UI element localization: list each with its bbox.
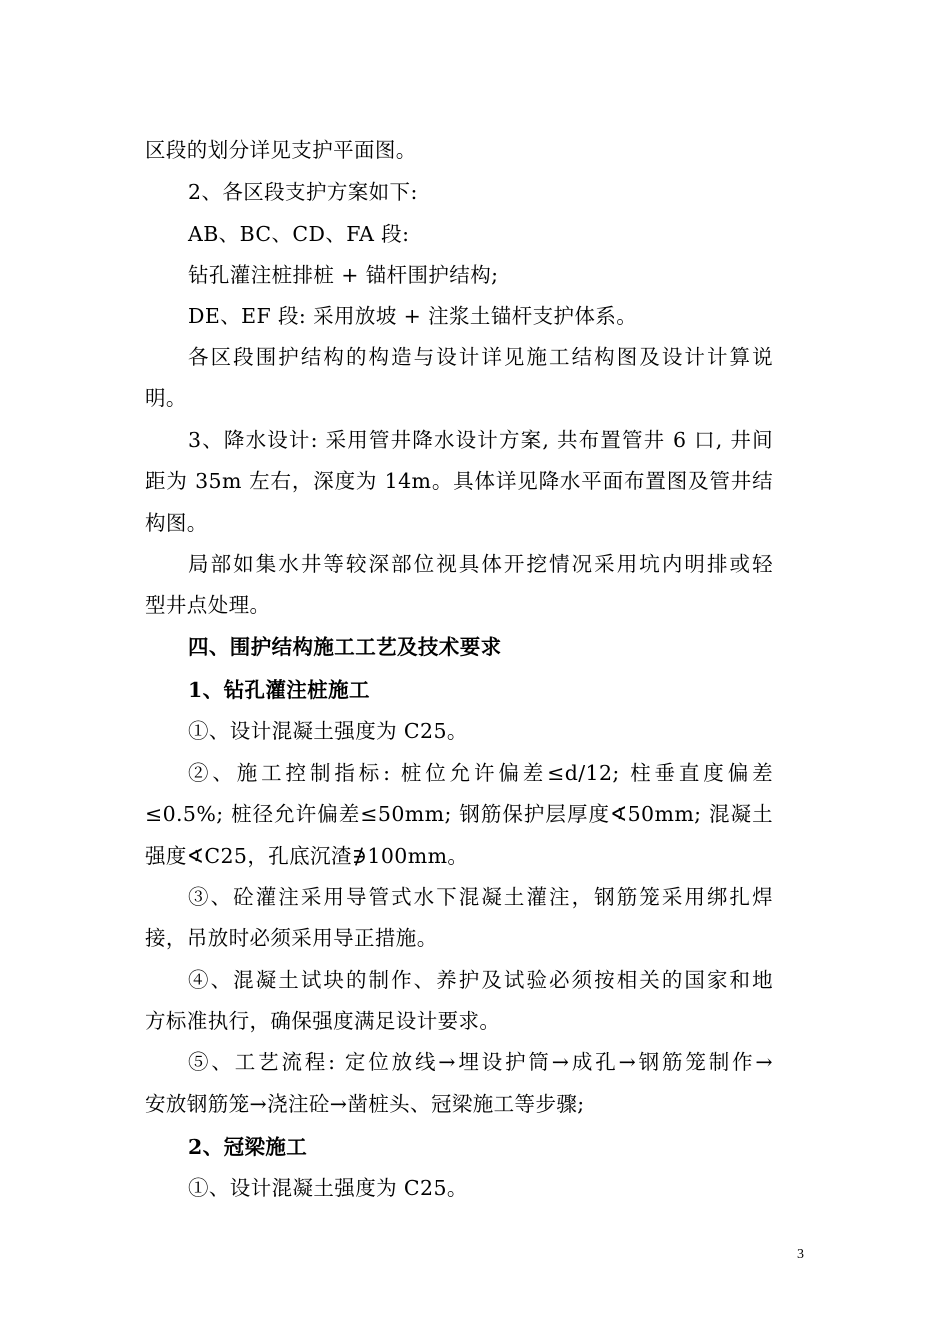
list-item: ⑤、工艺流程: 定位放线→埋设护筒→成孔→钢筋笼制作→ (188, 1050, 773, 1074)
body-text-line: 局部如集水井等较深部位视具体开挖情况采用坑内明排或轻 (188, 552, 773, 576)
body-text-line: 距为 35m 左右，深度为 14m。具体详见降水平面布置图及管井结 (145, 469, 773, 493)
body-text-line: 安放钢筋笼→浇注砼→凿桩头、冠梁施工等步骤; (145, 1092, 585, 1116)
list-item: ②、施工控制指标: 桩位允许偏差≤d/12; 柱垂直度偏差 (188, 761, 773, 785)
body-text-line: 强度∢C25，孔底沉渣∌100mm。 (145, 844, 469, 868)
body-text-line: 明。 (145, 386, 187, 410)
list-item: ①、设计混凝土强度为 C25。 (188, 1176, 468, 1200)
body-text-line: 构图。 (145, 511, 208, 535)
list-item: ④、混凝土试块的制作、养护及试验必须按相关的国家和地 (188, 968, 773, 992)
section-heading: 四、围护结构施工工艺及技术要求 (188, 635, 502, 659)
page-number: 3 (797, 1247, 804, 1262)
body-text-line: 接，吊放时必须采用导正措施。 (145, 926, 438, 950)
body-text-line: DE、EF 段: 采用放坡 + 注浆土锚杆支护体系。 (188, 304, 638, 328)
subsection-heading: 1、钻孔灌注桩施工 (188, 678, 370, 702)
subsection-heading: 2、冠梁施工 (188, 1135, 308, 1159)
list-item: ①、设计混凝土强度为 C25。 (188, 719, 468, 743)
list-item: ③、砼灌注采用导管式水下混凝土灌注，钢筋笼采用绑扎焊 (188, 885, 773, 909)
body-text-line: 区段的划分详见支护平面图。 (145, 138, 417, 162)
section-item-3: 3、降水设计: 采用管井降水设计方案, 共布置管井 6 口, 井间 (188, 428, 773, 452)
body-text-line: 各区段围护结构的构造与设计详见施工结构图及设计计算说 (188, 345, 773, 369)
body-text-line: ≤0.5%; 桩径允许偏差≤50mm; 钢筋保护层厚度∢50mm; 混凝土 (145, 802, 773, 826)
body-text-line: AB、BC、CD、FA 段: (188, 222, 410, 246)
section-item-2: 2、各区段支护方案如下: (188, 180, 418, 204)
body-text-line: 钻孔灌注桩排桩 + 锚杆围护结构; (188, 263, 499, 287)
body-text-line: 方标准执行，确保强度满足设计要求。 (145, 1009, 501, 1033)
body-text-line: 型井点处理。 (145, 593, 271, 617)
